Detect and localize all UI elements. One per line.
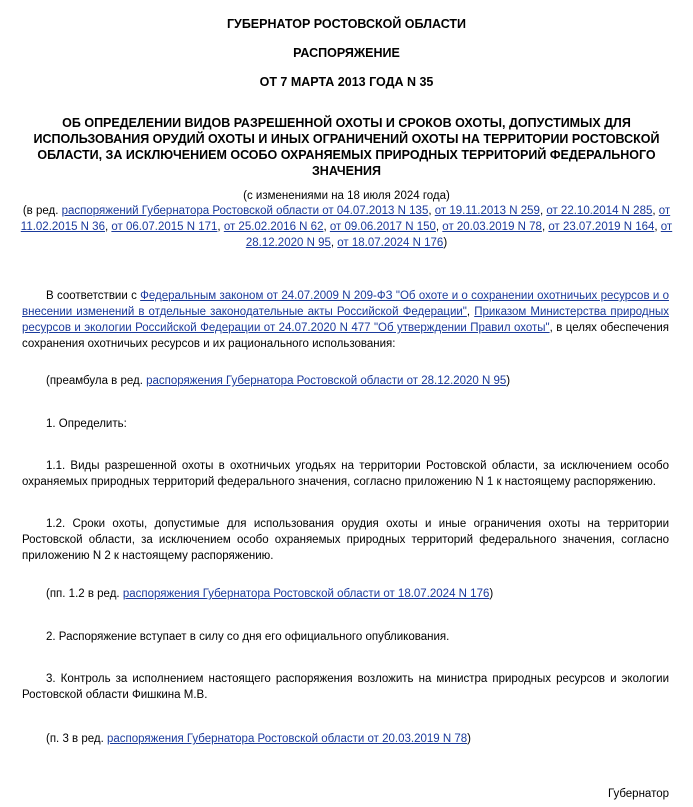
clause-3-edit-link[interactable]: распоряжения Губернатора Ростовской области от 20.03.2019 N 78 [106, 733, 468, 745]
amendment-link[interactable]: от 19.11.2013 N 259 [434, 205, 540, 217]
clause-3-edit-note: (п. 3 в ред. распоряжения Губернатора Ростовской области от 20.03.2019 N 78) [46, 733, 471, 745]
clause-1-2: 1.2. Сроки охоты, допустимые для использования орудия охоты и иные ограничения охоты на территории Ростовской области, за исключением особо охраняемых природных территорий федерального значения, согласно приложению N 2 к настоящему распоряжению. [22, 518, 669, 562]
date-number-heading: ОТ 7 МАРТА 2013 ГОДА N 35 [259, 75, 434, 89]
preamble-edit-link[interactable]: распоряжения Губернатора Ростовской области от 28.12.2020 N 95 [146, 375, 507, 387]
clause-1-1: 1.1. Виды разрешенной охоты в охотничьих угодьях на территории Ростовской области, за исключением особо охраняемых природных территорий федерального значения, согласно приложению N 1 к настоящему распоряжению. [22, 460, 669, 488]
amendment-link[interactable]: от 20.03.2019 N 78 [442, 221, 542, 233]
clause-2: 2. Распоряжение вступает в силу со дня его официального опубликования. [46, 631, 450, 643]
amendment-link[interactable]: от 11.02.2015 N 36 [20, 205, 671, 233]
authority-heading: ГУБЕРНАТОР РОСТОВСКОЙ ОБЛАСТИ [226, 17, 467, 31]
clause-1-2-edit-note: (пп. 1.2 в ред. распоряжения Губернатора Ростовской области от 18.07.2024 N 176) [46, 588, 494, 600]
federal-law-link[interactable]: Федеральным законом от 24.07.2009 N 209-ФЗ "Об охоте и о сохранении охотничьих ресурсов и о внесении изменений в отдельные законодательные акты Российской Федерации" [22, 290, 670, 318]
signature-label: Губернатор [607, 788, 669, 800]
amendments-note: (с изменениями на 18 июля 2024 года) [243, 190, 450, 202]
amendment-link[interactable]: распоряжений Губернатора Ростовской области от 04.07.2013 N 135 [61, 205, 429, 217]
preamble-paragraph: В соответствии с Федеральным законом от 24.07.2009 N 209-ФЗ "Об охоте и о сохранении охотничьих ресурсов и о внесении изменений в отдельные законодательные акты Российской Федерации", Приказом Министерства природных ресурсов и экологии Российской Федерации от 24.07.2020 N 477 "Об утверждении Правил охоты", в целях обеспечения сохранения охотничьих ресурсов и их рационального использования: [22, 290, 670, 350]
document-type-heading: РАСПОРЯЖЕНИЕ [293, 46, 400, 60]
preamble-edit-note: (преамбула в ред. распоряжения Губернатора Ростовской области от 28.12.2020 N 95) [46, 375, 511, 387]
amendment-link[interactable]: от 22.10.2014 N 285 [546, 205, 653, 217]
amendment-link[interactable]: от 18.07.2024 N 176 [337, 237, 444, 249]
amendment-link[interactable]: от 28.12.2020 N 95 [245, 221, 673, 249]
amendments-suffix: ) [443, 237, 448, 249]
amendment-link[interactable]: от 25.02.2016 N 62 [223, 221, 324, 233]
amendment-link[interactable]: от 09.06.2017 N 150 [329, 221, 436, 233]
clause-3: 3. Контроль за исполнением настоящего распоряжения возложить на министра природных ресурсов и экологии Ростовской области Фишкина М.В. [22, 673, 669, 701]
ministry-order-link[interactable]: Приказом Министерства природных ресурсов и экологии Российской Федерации от 24.07.2020 N 477 "Об утверждении Правил охоты" [22, 306, 669, 334]
clause-1-2-edit-link[interactable]: распоряжения Губернатора Ростовской области от 18.07.2024 N 176 [122, 588, 490, 600]
amendment-link[interactable]: от 06.07.2015 N 171 [111, 221, 218, 233]
amendments-prefix: (в ред. [22, 205, 62, 217]
amendment-link[interactable]: от 23.07.2019 N 164 [548, 221, 655, 233]
clause-1: 1. Определить: [46, 418, 127, 430]
document-title: ОБ ОПРЕДЕЛЕНИИ ВИДОВ РАЗРЕШЕННОЙ ОХОТЫ И СРОКОВ ОХОТЫ, ДОПУСТИМЫХ ДЛЯ ИСПОЛЬЗОВАНИЯ ОРУДИЙ ОХОТЫ И ИНЫХ ОГРАНИЧЕНИЙ ОХОТЫ НА ТЕРРИТОРИИ РОСТОВСКОЙ ОБЛАСТИ, ЗА ИСКЛЮЧЕНИЕМ ОСОБО ОХРАНЯЕМЫХ ПРИРОДНЫХ ТЕРРИТОРИЙ ФЕДЕРАЛЬНОГО ЗНАЧЕНИЯ [33, 116, 660, 178]
amendments-list: (в ред. распоряжений Губернатора Ростовской области от 04.07.2013 N 135, от 19.11.2013 N 259, от 22.10.2014 N 285, от 11.02.2015 N 36, от 06.07.2015 N 171, от 25.02.2016 N 62, от 09.06.2017 N 150, от 20.03.2019 N 78, от 23.07.2019 N 164, от 28.12.2020 N 95, от 18.07.2024 N 176) [20, 205, 673, 249]
